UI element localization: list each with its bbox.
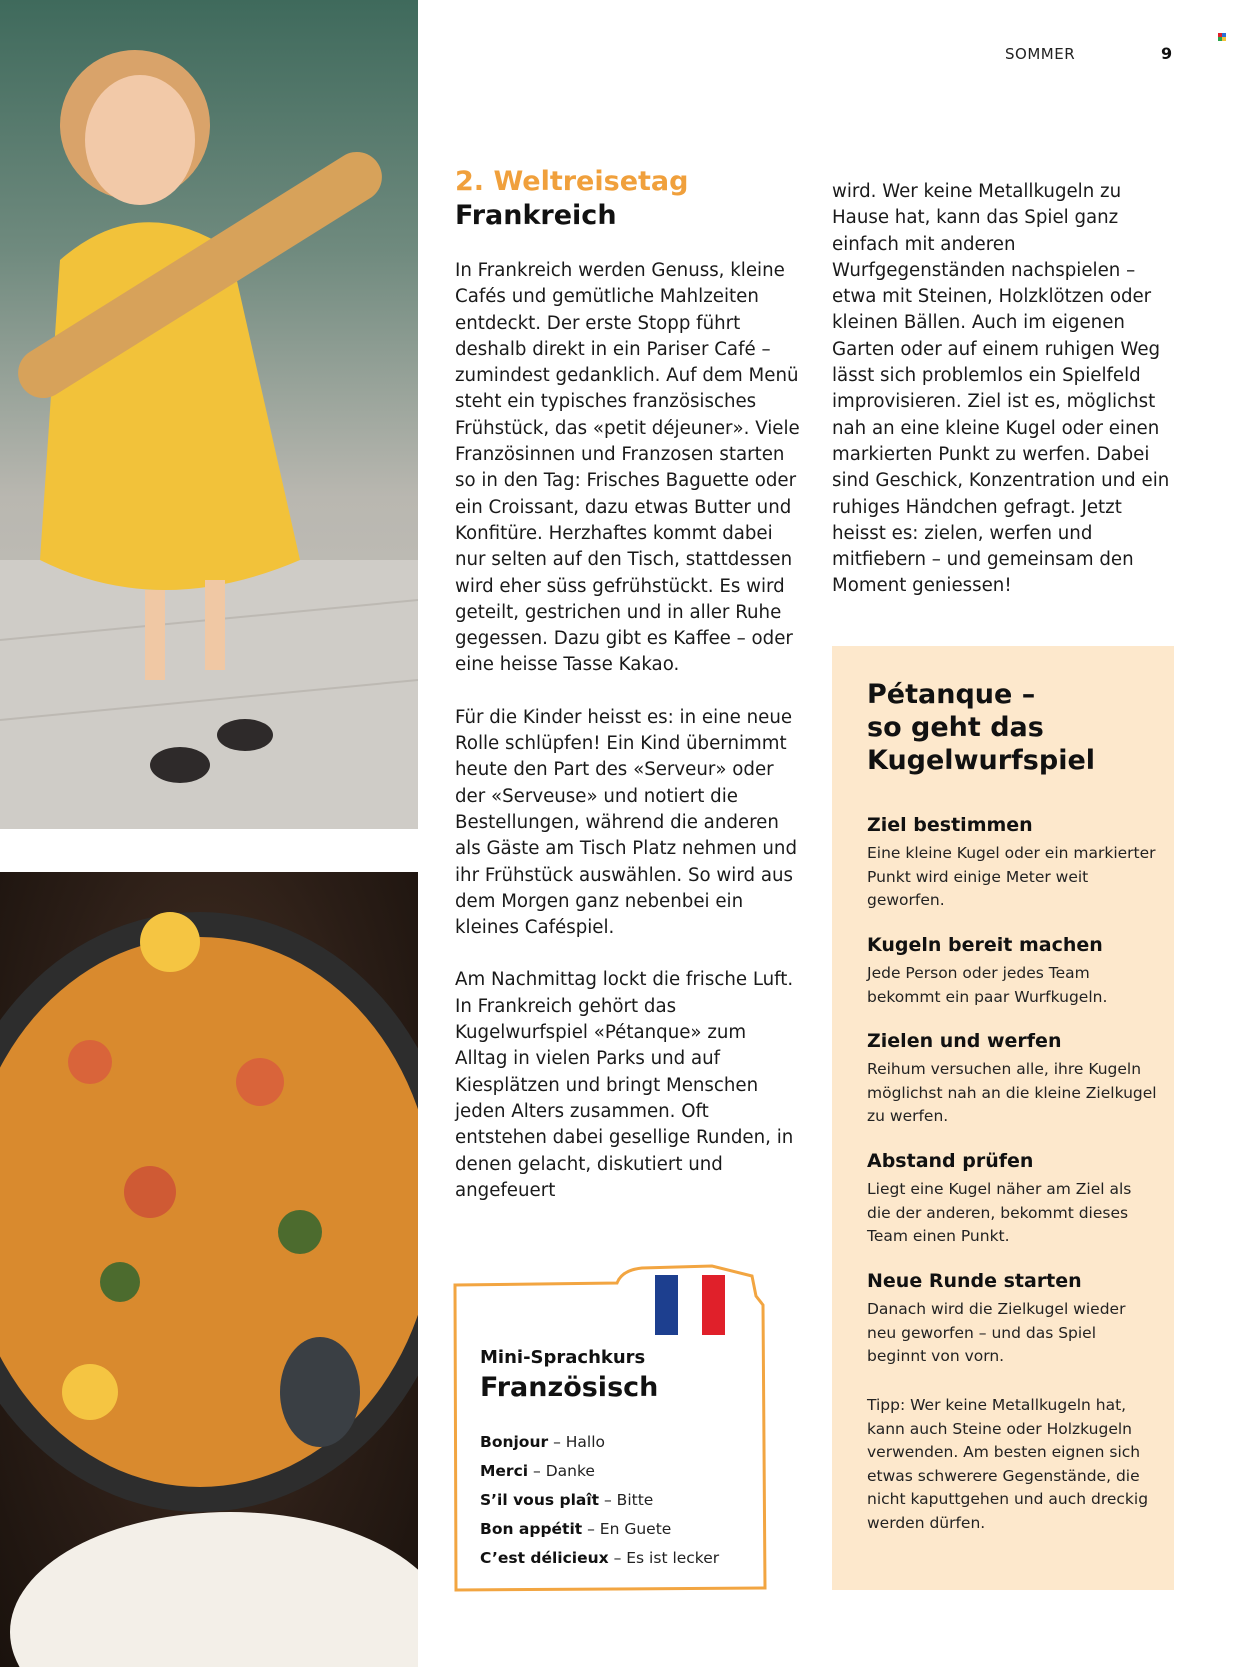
vocab-item bbox=[480, 1515, 760, 1544]
step-title: Kugeln bereit machen bbox=[867, 934, 1103, 956]
petanque-box-title bbox=[867, 678, 1157, 777]
vocab-german: – Hallo bbox=[548, 1433, 605, 1451]
vocab-item bbox=[480, 1544, 760, 1573]
step-kugeln-bereit-machen bbox=[867, 934, 1157, 1009]
vocab-german: – Bitte bbox=[599, 1491, 654, 1509]
girl-illustration bbox=[0, 0, 418, 829]
step-neue-runde-starten bbox=[867, 1270, 1157, 1369]
step-abstand-pruefen bbox=[867, 1150, 1157, 1249]
step-text: Jede Person oder jedes Team bekommt ein paar Wurfkugeln. bbox=[867, 964, 1108, 1006]
step-text: Reihum versuchen alle, ihre Kugeln möglichst nah an die kleine Zielkugel zu werfen. bbox=[867, 1060, 1157, 1125]
petanque-tip: Tipp: Wer keine Metallkugeln hat, kann auch Steine oder Holzkugeln verwenden. Am besten eignen sich etwas schwerere Gegenstände, die nicht kaputtgehen und auch dreckig werden dürfen. bbox=[867, 1396, 1149, 1532]
step-title: Abstand prüfen bbox=[867, 1150, 1034, 1172]
step-text: Danach wird die Zielkugel wieder neu geworfen – und das Spiel beginnt von vorn. bbox=[867, 1300, 1126, 1365]
article-kicker: 2. Weltreisetag bbox=[455, 166, 689, 197]
vocab-german: – Es ist lecker bbox=[608, 1549, 720, 1567]
paragraph-petanque: Am Nachmittag lockt die frische Luft. In Frankreich gehört das Kugelwurfspiel «Pétanque» zum Alltag in vielen Parks und auf Kiesplätzen und bringt Menschen jeden Alters zusammen. Oft entstehen dabei gesellige Runden, in denen gelacht, diskutiert und angefeuert bbox=[455, 969, 794, 1201]
petanque-info-box bbox=[832, 646, 1174, 1590]
paragraph-breakfast: In Frankreich werden Genuss, kleine Cafés und gemütliche Mahlzeiten entdeckt. Der erste Stopp führt deshalb direkt in ein Pariser Café – zumindest gedanklich. Auf dem Menü steht ein typisches französisches Frühstück, das «petit déjeuner». Viele Französinnen und Franzosen starten so in den Tag: Frisches Baguette oder ein Croissant, dazu etwas Butter und Konfitüre. Herzhaftes kommt dabei nur selten auf den Tisch, stattdessen wird eher süss gefrühstückt. Es wird geteilt, gestrichen und in aller Ruhe gegessen. Dazu gibt es Kaffee – oder eine heisse Tasse Kakao. bbox=[455, 260, 800, 676]
title-line-2: so geht das bbox=[867, 712, 1044, 743]
vocab-item bbox=[480, 1457, 760, 1486]
vocab-item bbox=[480, 1486, 760, 1515]
step-text: Liegt eine Kugel näher am Ziel als die der anderen, bekommt dieses Team einen Punkt. bbox=[867, 1180, 1132, 1245]
step-title: Zielen und werfen bbox=[867, 1030, 1062, 1052]
flag-stripe-blue bbox=[655, 1275, 678, 1335]
article-column-2 bbox=[832, 179, 1180, 600]
step-zielen-und-werfen bbox=[867, 1030, 1157, 1129]
corner-color-mark-icon bbox=[1218, 33, 1226, 41]
flag-stripe-red bbox=[702, 1275, 725, 1335]
french-flag-icon bbox=[655, 1275, 725, 1335]
paragraph-cafe-game: Für die Kinder heisst es: in eine neue Rolle schlüpfen! Ein Kind übernimmt heute den Part des «Serveur» oder der «Serveuse» und notiert die Bestellungen, während die anderen als Gäste am Tisch Platz nehmen und ihr Frühstück auswählen. So wird aus dem Morgen ganz nebenbei ein kleines Caféspiel. bbox=[455, 706, 797, 939]
photo-paella bbox=[0, 872, 418, 1667]
vocab-list bbox=[480, 1428, 760, 1573]
language-box-kicker: Mini-Sprachkurs bbox=[480, 1347, 646, 1368]
step-title: Ziel bestimmen bbox=[867, 814, 1033, 836]
flag-stripe-white bbox=[678, 1275, 701, 1335]
paragraph-continuation: wird. Wer keine Metallkugeln zu Hause hat, kann das Spiel ganz einfach mit anderen Wurfgegenständen nachspielen – etwa mit Steinen, Holzklötzen oder kleinen Bällen. Auch im eigenen Garten oder auf einem ruhigen Weg lässt sich problemlos ein Spielfeld improvisieren. Ziel ist es, möglichst nah an eine kleine Kugel oder einen markierten Punkt zu werfen. Dabei sind Geschick, Konzentration und ein ruhiges Händchen gefragt. Jetzt heisst es: zielen, werfen und mitfiebern – und gemeinsam den Moment geniessen! bbox=[832, 181, 1170, 597]
vocab-french: Bon appétit bbox=[480, 1520, 583, 1538]
step-ziel-bestimmen bbox=[867, 814, 1157, 913]
vocab-french: S’il vous plaît bbox=[480, 1491, 600, 1509]
section-label: SOMMER bbox=[1005, 45, 1076, 63]
vocab-french: Merci bbox=[480, 1462, 529, 1480]
title-line-1: Pétanque – bbox=[867, 679, 1036, 710]
step-title: Neue Runde starten bbox=[867, 1270, 1082, 1292]
photo-girl-with-baguette bbox=[0, 0, 418, 829]
vocab-german: – En Guete bbox=[582, 1520, 672, 1538]
vocab-item bbox=[480, 1428, 760, 1457]
article-headline: Frankreich bbox=[455, 200, 617, 231]
vocab-german: – Danke bbox=[528, 1462, 595, 1480]
step-text: Eine kleine Kugel oder ein markierter Punkt wird einige Meter weit geworfen. bbox=[867, 844, 1156, 909]
title-line-3: Kugelwurfspiel bbox=[867, 745, 1096, 776]
article-column-1 bbox=[455, 258, 800, 1230]
vocab-french: Bonjour bbox=[480, 1433, 549, 1451]
page-number: 9 bbox=[1161, 44, 1173, 63]
vocab-french: C’est délicieux bbox=[480, 1549, 609, 1567]
paella-illustration bbox=[0, 872, 418, 1667]
language-box-title: Französisch bbox=[480, 1372, 659, 1403]
